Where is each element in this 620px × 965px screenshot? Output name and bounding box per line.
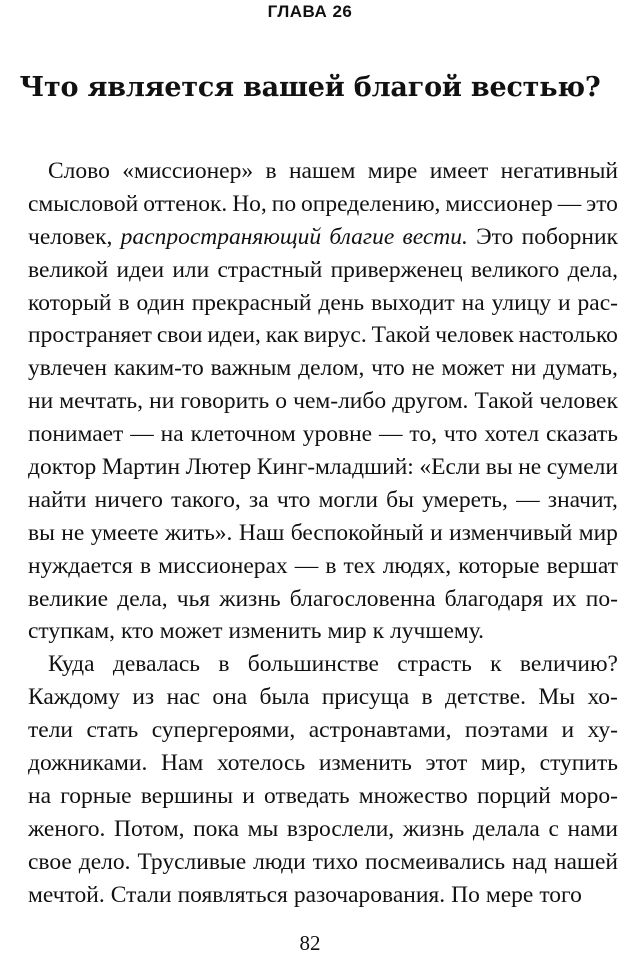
text-line: Куда девалась в большинстве страсть к величию?	[48, 651, 618, 678]
text-line: доктор Мартин Лютер Кинг-младший: «Если вы не сумели	[28, 454, 618, 481]
paragraph	[0, 155, 620, 648]
text-line: пространяет свои идеи, как вирус. Такой человек настолько	[28, 322, 618, 349]
text-line: ступкам, кто может изменить мир к лучшему.	[28, 618, 485, 645]
text-line: на горные вершины и отведать множество порций моро-	[28, 782, 618, 809]
text-line: который в один прекрасный день выходит на улицу и рас-	[28, 289, 618, 316]
text-line: женого. Потом, пока мы взрослели, жизнь делала с нами	[28, 815, 618, 842]
text-line: свое дело. Трусливые люди тихо посмеивались над нашей	[28, 848, 618, 875]
chapter-label: ГЛАВА 26	[267, 2, 353, 21]
chapter-title: Что является вашей благой вестью?	[19, 72, 601, 103]
text-line: дожниками. Нам хотелось изменить этот мир, ступить	[28, 750, 618, 777]
page-number: 82	[299, 931, 321, 955]
text-line: вы не умеете жить». Наш беспокойный и изменчивый мир	[28, 519, 618, 546]
text-line: тели стать супергероями, астронавтами, поэтами и ху-	[28, 717, 618, 744]
text-line: ни мечтать, ни говорить о чем-либо другом. Такой человек	[28, 388, 618, 415]
text-line: великие дела, чья жизнь благословенна благодаря их по-	[28, 585, 618, 612]
text-line: нуждается в миссионерах — в тех людях, которые вершат	[28, 552, 618, 579]
text-line: человек, распространяющий благие вести. Это поборник	[28, 223, 618, 250]
text-line: Каждому из нас она была присуща в детстве. Мы хо-	[28, 684, 618, 711]
text-line: понимает — на клеточном уровне — то, что хотел сказать	[28, 421, 618, 448]
text-line: увлечен каким-то важным делом, что не может ни думать,	[28, 355, 618, 382]
paragraph	[0, 648, 620, 911]
text-line: найти ничего такого, за что могли бы умереть, — значит,	[28, 486, 618, 513]
text-line: смысловой оттенок. Но, по определению, миссионер — это	[28, 190, 618, 217]
text-line: Слово «миссионер» в нашем мире имеет негативный	[48, 158, 618, 184]
body-text	[0, 155, 620, 911]
text-line: мечтой. Стали появляться разочарования. По мере того	[28, 881, 582, 908]
text-line: великой идеи или страстный приверженец великого дела,	[28, 256, 618, 283]
